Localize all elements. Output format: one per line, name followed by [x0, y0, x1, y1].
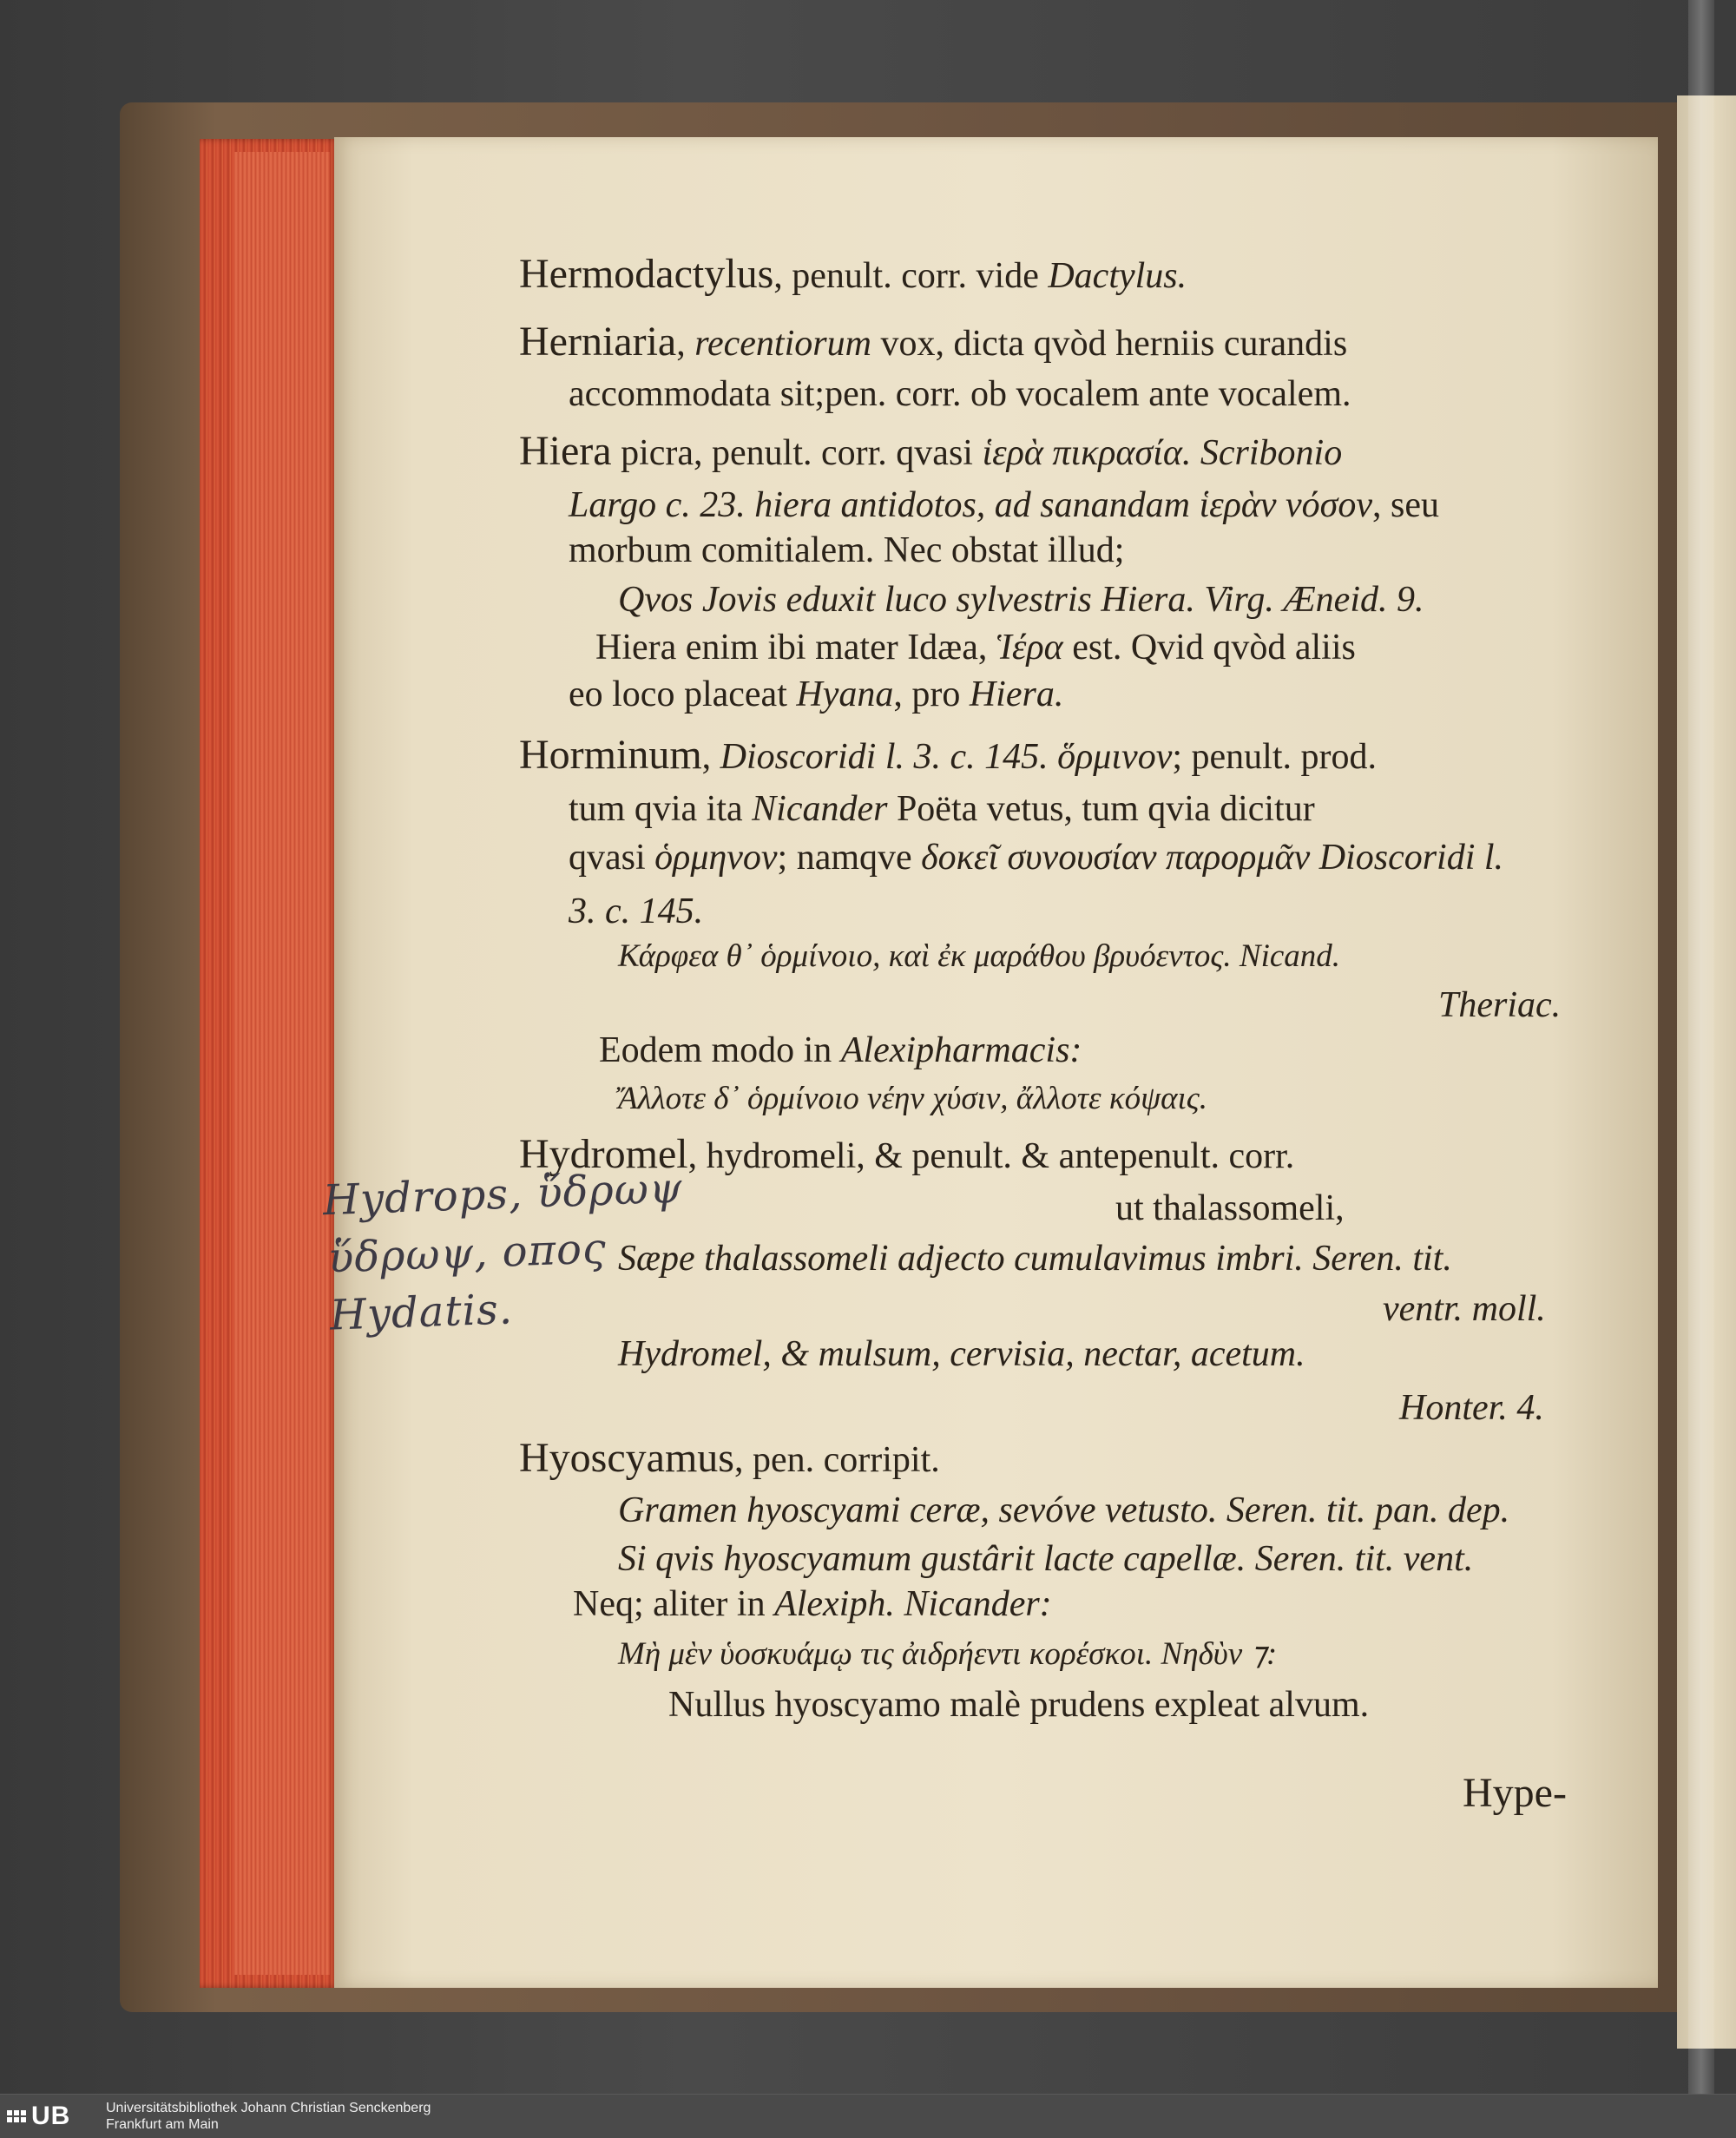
- text-line: [569, 372, 1351, 417]
- text-segment: , seu: [1372, 485, 1440, 525]
- ub-logo: [7, 2100, 97, 2133]
- text-segment: Hyana: [796, 674, 894, 714]
- text-segment: Alexiph. Nicander:: [774, 1584, 1052, 1624]
- text-segment: tum qvia ita: [569, 789, 753, 829]
- text-segment: Nullus hyoscyamo malè prudens expleat alvum.: [668, 1685, 1370, 1725]
- text-segment: eo loco placeat: [569, 674, 797, 714]
- text-segment: , pro: [893, 674, 970, 714]
- text-segment: Largo c. 23. hiera antidotos, ad sanandam: [569, 485, 1190, 525]
- text-line: [1399, 1385, 1544, 1431]
- text-segment: Nicander: [752, 789, 888, 829]
- text-segment: Κάρφεα θ᾽ ὁρμίνοιο, καὶ ἐκ μαράθου βρυόεντος.: [618, 938, 1232, 974]
- text-line: [618, 1236, 1452, 1281]
- institution-line-2: Frankfurt am Main: [106, 2117, 219, 2132]
- text-segment: Hydromel, & mulsum, cervisia, nectar, acetum.: [618, 1334, 1305, 1374]
- text-segment: ; penult. prod.: [1172, 737, 1377, 777]
- handwritten-note: ὕδρωψ, οπος: [327, 1224, 608, 1283]
- text-segment: Hyoscyamus: [519, 1435, 734, 1481]
- text-segment: ἱερὰν νόσον: [1199, 485, 1373, 525]
- text-segment: Horminum: [519, 732, 702, 778]
- text-segment: Herniaria: [519, 319, 677, 365]
- text-segment: Poëta vetus, tum qvia dicitur: [887, 789, 1315, 829]
- text-line: [569, 528, 1124, 573]
- text-segment: Qvos Jovis eduxit luco sylvestris Hiera. Virg. Æneid. 9.: [618, 580, 1424, 620]
- text-line: [668, 1682, 1369, 1727]
- text-line: [595, 625, 1356, 670]
- text-segment: ὅρμινον: [1057, 737, 1173, 777]
- text-segment: [1190, 485, 1200, 525]
- text-segment: [1049, 737, 1058, 777]
- text-segment: qvasi: [569, 838, 655, 878]
- text-line: [519, 1436, 940, 1483]
- text-segment: [1232, 938, 1240, 974]
- text-segment: picra, penult. corr. qvasi: [611, 433, 983, 473]
- text-line: [618, 1332, 1305, 1377]
- footer-bar: [0, 2094, 1736, 2138]
- institution-name: [106, 2100, 431, 2133]
- text-line: [569, 483, 1439, 528]
- text-line: [569, 889, 703, 934]
- institution-line-1: Universitätsbibliothek Johann Christian Senckenberg: [106, 2101, 431, 2115]
- handwritten-note: Hydrops, ὕδρωψ: [322, 1163, 684, 1226]
- text-segment: morbum comitialem. Nec obstat illud;: [569, 530, 1125, 570]
- handwritten-note: Hydatis.: [329, 1285, 514, 1340]
- text-segment: [1310, 838, 1319, 878]
- text-segment: ; namqve: [777, 838, 922, 878]
- text-segment: ,: [676, 324, 695, 364]
- text-segment: Ἱέρα: [996, 628, 1063, 668]
- text-line: [1438, 983, 1561, 1028]
- text-segment: Dactylus.: [1048, 256, 1187, 296]
- text-line: [618, 1536, 1473, 1582]
- text-line: [618, 934, 1340, 979]
- text-segment: recentiorum: [694, 324, 871, 364]
- text-segment: Scribonio: [1200, 433, 1343, 473]
- text-segment: , penult. corr. vide: [773, 256, 1049, 296]
- text-segment: 3. c. 145.: [569, 891, 704, 931]
- text-line: [618, 1076, 1207, 1122]
- text-segment: ἱερὰ πικρασία.: [982, 433, 1192, 473]
- text-line: [519, 733, 1377, 780]
- text-segment: est. Qvid qvòd aliis: [1062, 628, 1356, 668]
- text-segment: vox, dicta qvòd herniis curandis: [871, 324, 1348, 364]
- text-line: [569, 835, 1503, 880]
- text-segment: Ἄλλοτε δ᾽ ὁρμίνοιο νέην χύσιν, ἄλλοτε κόψαις.: [618, 1081, 1208, 1116]
- text-segment: , pen. corripit.: [733, 1440, 940, 1480]
- text-segment: Honter. 4.: [1399, 1388, 1544, 1428]
- text-segment: Gramen hyoscyami ceræ, sevóve vetusto. Seren. tit. pan. dep.: [618, 1490, 1510, 1530]
- text-line: [1115, 1186, 1345, 1231]
- text-line: [519, 319, 1347, 366]
- text-segment: Nicand.: [1239, 938, 1341, 974]
- text-segment: Si qvis hyoscyamum gustârit lacte capellæ. Seren. tit. vent.: [618, 1539, 1474, 1579]
- text-line: [599, 1028, 1082, 1073]
- text-segment: [1191, 433, 1200, 473]
- text-segment: accommodata sit;pen. corr. ob vocalem ante vocalem.: [569, 374, 1351, 414]
- text-segment: Sæpe thalassomeli adjecto cumulavimus imbri. Seren. tit.: [618, 1239, 1452, 1279]
- text-line: [618, 1632, 1277, 1677]
- catchword: [1463, 1771, 1567, 1816]
- text-segment: ὁρμηνον: [654, 838, 778, 878]
- text-segment: Neq; aliter in: [573, 1584, 775, 1624]
- text-segment: δοκεῖ συνουσίαν παρορμᾶν: [921, 838, 1311, 878]
- text-segment: Alexipharmacis:: [840, 1030, 1082, 1070]
- logo-dots-icon: [7, 2110, 26, 2122]
- text-segment: Hype-: [1463, 1770, 1567, 1816]
- text-segment: ventr. moll.: [1383, 1289, 1546, 1329]
- text-segment: Eodem modo in: [599, 1030, 841, 1070]
- text-segment: Dioscoridi l.: [1318, 838, 1504, 878]
- text-segment: ut thalassomeli,: [1115, 1188, 1345, 1228]
- logo-text: UB: [31, 2102, 71, 2130]
- text-line: [519, 429, 1342, 476]
- text-line: [569, 672, 1063, 717]
- text-segment: , hydromeli, & penult. & antepenult. corr.: [687, 1136, 1295, 1176]
- text-line: [618, 1488, 1509, 1533]
- text-line: [569, 786, 1315, 832]
- text-segment: Hermodactylus: [519, 251, 774, 297]
- text-segment: Hiera.: [969, 674, 1064, 714]
- text-line: [519, 252, 1187, 299]
- text-segment: Hiera: [519, 428, 612, 474]
- text-line: [573, 1582, 1052, 1627]
- text-line: [1383, 1286, 1546, 1332]
- text-segment: Hydromel: [519, 1131, 688, 1177]
- text-segment: Μὴ μὲν ὑοσκυάμῳ τις ἀιδρήεντι κορέσκοι. Νηδὺν ⁊:: [618, 1636, 1278, 1672]
- text-segment: ,: [701, 737, 720, 777]
- text-segment: Hiera enim ibi mater Idæa,: [595, 628, 996, 668]
- text-segment: Theriac.: [1438, 985, 1562, 1025]
- text-segment: Dioscoridi l. 3. c. 145.: [720, 737, 1049, 777]
- text-line: [618, 577, 1424, 622]
